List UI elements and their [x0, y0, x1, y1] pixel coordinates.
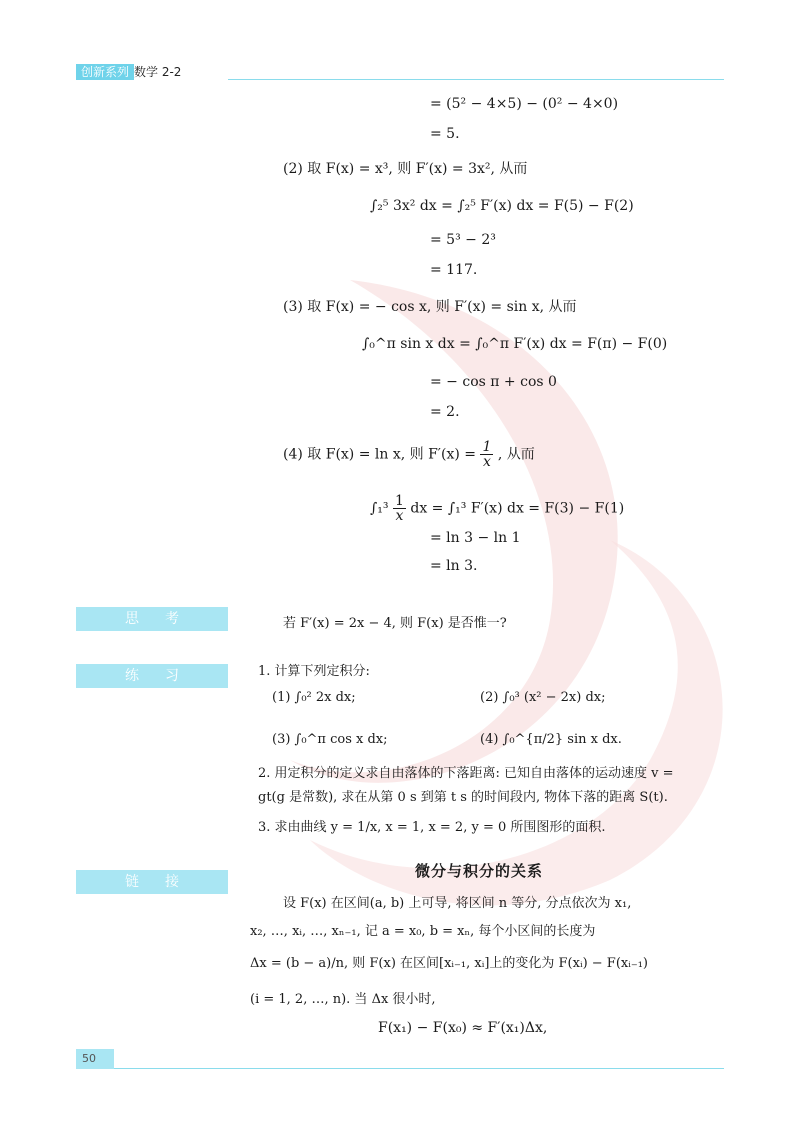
part2-integral: ∫₂⁵ 3x² dx = ∫₂⁵ F′(x) dx = F(5) − F(2): [370, 198, 634, 214]
fraction-numerator: 1: [482, 439, 492, 455]
link-paragraph-3: Δx = (b − a)/n, 则 F(x) 在区间[xᵢ₋₁, xᵢ]上的变化为 F(xᵢ) − F(xᵢ₋₁): [250, 956, 648, 971]
link-paragraph-2: x₂, …, xᵢ, …, xₙ₋₁, 记 a = x₀, b = xₙ, 每个小区间的长度为: [250, 924, 596, 939]
integrand-numerator: 1: [394, 493, 404, 509]
derivation-line-2: = 5.: [430, 126, 460, 142]
practice-q3: 3. 求由曲线 y = 1/x, x = 1, x = 2, y = 0 所围图形的面积.: [258, 820, 606, 835]
part4-fraction: [480, 440, 493, 469]
part4-intro: [283, 440, 535, 469]
series-tag: 创新系列: [76, 64, 134, 80]
link-title: 微分与积分的关系: [415, 862, 544, 880]
part2-step-1: = 5³ − 2³: [430, 232, 496, 248]
footer-divider: [114, 1068, 724, 1069]
think-question: 若 F′(x) = 2x − 4, 则 F(x) 是否惟一?: [283, 616, 507, 631]
think-label: 思考: [76, 607, 228, 631]
integrand-denominator: x: [395, 508, 404, 524]
link-paragraph-1: 设 F(x) 在区间(a, b) 上可导, 将区间 n 等分, 分点依次为 x₁,: [283, 896, 632, 911]
part4-step-2: = ln 3.: [430, 558, 478, 574]
practice-q2-line2: gt(g 是常数), 求在从第 0 s 到第 t s 的时间段内, 物体下落的距离 S(t).: [258, 790, 668, 805]
part4-step-1: = ln 3 − ln 1: [430, 530, 521, 546]
practice-q1a: (1) ∫₀² 2x dx;: [272, 690, 356, 705]
fraction-denominator: x: [482, 454, 491, 470]
part3-integral: ∫₀^π sin x dx = ∫₀^π F′(x) dx = F(π) − F(0): [362, 336, 668, 352]
part4-integral: [370, 494, 624, 523]
practice-q1d: (4) ∫₀^{π/2} sin x dx.: [480, 732, 622, 747]
practice-q2-line1: 2. 用定积分的定义求自由落体的下落距离: 已知自由落体的运动速度 v =: [258, 766, 674, 781]
link-paragraph-4: (i = 1, 2, …, n). 当 Δx 很小时,: [250, 992, 436, 1007]
part4-integral-rest: dx = ∫₁³ F′(x) dx = F(3) − F(1): [410, 500, 625, 517]
derivation-line-1: = (5² − 4×5) − (0² − 4×0): [430, 96, 619, 112]
header-divider: [228, 79, 724, 80]
part4-intro-before: (4) 取 F(x) = ln x, 则 F′(x) =: [283, 446, 476, 463]
practice-q1b: (2) ∫₀³ (x² − 2x) dx;: [480, 690, 606, 705]
part2-step-2: = 117.: [430, 262, 478, 278]
part3-intro: (3) 取 F(x) = − cos x, 则 F′(x) = sin x, 从而: [283, 299, 577, 315]
practice-q1: 1. 计算下列定积分:: [258, 664, 370, 679]
part4-integrand-fraction: [393, 494, 406, 523]
link-formula: F(x₁) − F(x₀) ≈ F′(x₁)Δx,: [378, 1020, 548, 1036]
practice-label: 练习: [76, 664, 228, 688]
part4-integral-sign: ∫₁³: [370, 500, 389, 517]
practice-q1c: (3) ∫₀^π cos x dx;: [272, 732, 388, 747]
book-title: 数学 2-2: [134, 65, 182, 79]
part3-step-1: = − cos π + cos 0: [430, 374, 557, 390]
part3-step-2: = 2.: [430, 404, 460, 420]
page-number: 50: [76, 1049, 114, 1069]
part4-intro-after: , 从而: [497, 446, 535, 463]
link-label: 链接: [76, 870, 228, 894]
part2-intro: (2) 取 F(x) = x³, 则 F′(x) = 3x², 从而: [283, 161, 528, 177]
